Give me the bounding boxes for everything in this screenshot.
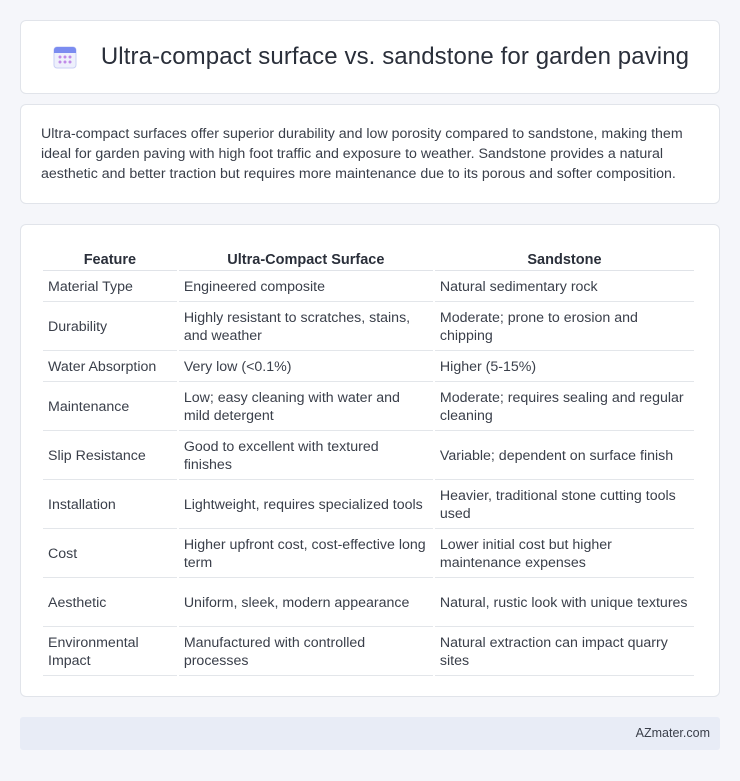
sandstone-cell: Moderate; prone to erosion and chipping xyxy=(435,302,694,351)
feature-cell: Material Type xyxy=(43,271,177,302)
table-row xyxy=(43,627,694,676)
comparison-table xyxy=(41,245,696,676)
intro-text: Ultra-compact surfaces offer superior durability and low porosity compared to sandstone, making them ideal for garden paving with high foot traffic and exposure to weather. Sandstone provides a natural aesthetic and better traction but requires more maintenance due to its porous and softer composition. xyxy=(41,126,683,182)
intro-card xyxy=(20,104,720,204)
table-row xyxy=(43,529,694,578)
table-row xyxy=(43,271,694,302)
sandstone-cell: Natural sedimentary rock xyxy=(435,271,694,302)
feature-cell: Cost xyxy=(43,529,177,578)
table-row xyxy=(43,351,694,382)
table-row xyxy=(43,480,694,529)
table-row xyxy=(43,382,694,431)
feature-cell: Installation xyxy=(43,480,177,529)
ultra-compact-cell: Low; easy cleaning with water and mild detergent xyxy=(179,382,433,431)
ultra-compact-cell: Engineered composite xyxy=(179,271,433,302)
feature-cell: Environmental Impact xyxy=(43,627,177,676)
sandstone-cell: Lower initial cost but higher maintenance expenses xyxy=(435,529,694,578)
table-header-row xyxy=(43,245,694,271)
feature-cell: Water Absorption xyxy=(43,351,177,382)
table-row xyxy=(43,302,694,351)
sandstone-cell: Moderate; requires sealing and regular cleaning xyxy=(435,382,694,431)
ultra-compact-cell: Good to excellent with textured finishes xyxy=(179,431,433,480)
feature-cell: Aesthetic xyxy=(43,578,177,627)
table-row xyxy=(43,578,694,627)
comparison-card xyxy=(20,224,720,697)
ultra-compact-cell: Uniform, sleek, modern appearance xyxy=(179,578,433,627)
sandstone-cell: Natural extraction can impact quarry sites xyxy=(435,627,694,676)
page-title: Ultra-compact surface vs. sandstone for garden paving xyxy=(100,43,690,70)
footer-brand: AZmater.com xyxy=(635,726,710,740)
ultra-compact-cell: Manufactured with controlled processes xyxy=(179,627,433,676)
ultra-compact-cell: Higher upfront cost, cost-effective long term xyxy=(179,529,433,578)
feature-cell: Durability xyxy=(43,302,177,351)
sandstone-cell: Higher (5-15%) xyxy=(435,351,694,382)
calendar-icon xyxy=(51,43,79,71)
ultra-compact-cell: Very low (<0.1%) xyxy=(179,351,433,382)
sandstone-cell: Variable; dependent on surface finish xyxy=(435,431,694,480)
ultra-compact-cell: Lightweight, requires specialized tools xyxy=(179,480,433,529)
sandstone-cell: Heavier, traditional stone cutting tools used xyxy=(435,480,694,529)
header-ultra-compact: Ultra-Compact Surface xyxy=(179,245,433,271)
header-feature: Feature xyxy=(43,245,177,271)
title-card xyxy=(20,20,720,94)
footer xyxy=(20,717,720,750)
feature-cell: Slip Resistance xyxy=(43,431,177,480)
sandstone-cell: Natural, rustic look with unique textures xyxy=(435,578,694,627)
header-sandstone: Sandstone xyxy=(435,245,694,271)
ultra-compact-cell: Highly resistant to scratches, stains, and weather xyxy=(179,302,433,351)
table-row xyxy=(43,431,694,480)
feature-cell: Maintenance xyxy=(43,382,177,431)
